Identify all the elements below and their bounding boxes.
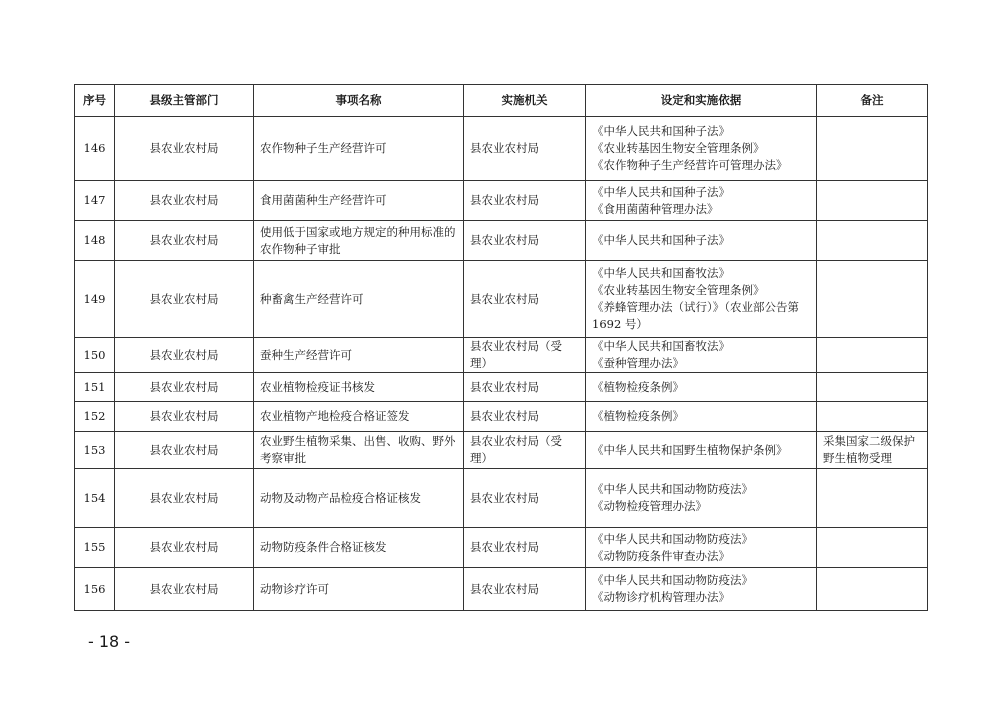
header-no: 序号 <box>75 85 115 117</box>
row-note <box>817 338 928 373</box>
table-row <box>75 181 928 221</box>
row-number: 153 <box>75 432 115 469</box>
row-implementing-org: 县农业农村局 <box>464 181 586 221</box>
row-implementing-org: 县农业农村局 <box>464 117 586 181</box>
row-number: 151 <box>75 373 115 402</box>
row-number: 149 <box>75 261 115 338</box>
row-department: 县农业农村局 <box>115 221 254 261</box>
basis-line: 《中华人民共和国畜牧法》 <box>592 339 730 353</box>
basis-line: 《农作物种子生产经营许可管理办法》 <box>592 158 788 172</box>
row-number: 156 <box>75 568 115 611</box>
basis-line: 《蚕种管理办法》 <box>592 356 684 370</box>
row-implementing-org: 县农业农村局 <box>464 469 586 528</box>
basis-line: 《食用菌菌种管理办法》 <box>592 201 719 216</box>
row-department: 县农业农村局 <box>115 117 254 181</box>
row-basis <box>586 402 817 432</box>
row-note <box>817 402 928 432</box>
row-item-name: 动物及动物产品检疫合格证核发 <box>254 469 464 528</box>
basis-line: 《动物防疫条件审查办法》 <box>592 548 730 563</box>
table-row <box>75 221 928 261</box>
row-item-name: 动物诊疗许可 <box>254 568 464 611</box>
basis-line: 《中华人民共和国动物防疫法》 <box>592 573 753 587</box>
row-note <box>817 528 928 568</box>
row-item-name: 蚕种生产经营许可 <box>254 338 464 373</box>
basis-line: 《中华人民共和国种子法》 <box>592 124 730 138</box>
table-row <box>75 528 928 568</box>
basis-line: 《中华人民共和国野生植物保护条例》 <box>592 442 788 457</box>
table-row <box>75 373 928 402</box>
basis-line: 1692 号） <box>592 317 648 331</box>
basis-line: 《中华人民共和国动物防疫法》 <box>592 482 753 496</box>
row-department: 县农业农村局 <box>115 528 254 568</box>
row-department: 县农业农村局 <box>115 469 254 528</box>
row-note <box>817 469 928 528</box>
basis-line: 《中华人民共和国畜牧法》 <box>592 266 730 280</box>
row-implementing-org: 县农业农村局（受理） <box>464 338 586 373</box>
row-item-name: 种畜禽生产经营许可 <box>254 261 464 338</box>
table-row <box>75 432 928 469</box>
row-basis <box>586 568 817 611</box>
row-basis <box>586 373 817 402</box>
basis-line: 《植物检疫条例》 <box>592 379 684 394</box>
row-department: 县农业农村局 <box>115 568 254 611</box>
header-note: 备注 <box>817 85 928 117</box>
row-basis <box>586 261 817 338</box>
header-implementing-org: 实施机关 <box>464 85 586 117</box>
row-number: 150 <box>75 338 115 373</box>
row-department: 县农业农村局 <box>115 402 254 432</box>
row-number: 155 <box>75 528 115 568</box>
row-note <box>817 117 928 181</box>
row-item-name: 农业植物产地检疫合格证签发 <box>254 402 464 432</box>
row-implementing-org: 县农业农村局 <box>464 261 586 338</box>
table-row <box>75 568 928 611</box>
row-implementing-org: 县农业农村局 <box>464 528 586 568</box>
row-item-name: 食用菌菌种生产经营许可 <box>254 181 464 221</box>
row-department: 县农业农村局 <box>115 373 254 402</box>
row-basis <box>586 528 817 568</box>
table-row <box>75 117 928 181</box>
row-note <box>817 221 928 261</box>
row-note <box>817 181 928 221</box>
row-basis <box>586 221 817 261</box>
row-item-name: 农业植物检疫证书核发 <box>254 373 464 402</box>
row-basis <box>586 117 817 181</box>
basis-line: 《农业转基因生物安全管理条例》 <box>592 141 765 155</box>
table-row <box>75 261 928 338</box>
table-header-row <box>75 85 928 117</box>
row-number: 154 <box>75 469 115 528</box>
row-number: 152 <box>75 402 115 432</box>
row-implementing-org: 县农业农村局 <box>464 568 586 611</box>
basis-line: 《农业转基因生物安全管理条例》 <box>592 283 765 297</box>
table-body <box>75 117 928 611</box>
row-implementing-org: 县农业农村局（受理） <box>464 432 586 469</box>
table-row <box>75 338 928 373</box>
row-department: 县农业农村局 <box>115 338 254 373</box>
row-number: 148 <box>75 221 115 261</box>
basis-line: 《养蜂管理办法（试行）》（农业部公告第 <box>592 300 799 314</box>
row-implementing-org: 县农业农村局 <box>464 373 586 402</box>
row-department: 县农业农村局 <box>115 261 254 338</box>
row-item-name: 农作物种子生产经营许可 <box>254 117 464 181</box>
row-item-name: 农业野生植物采集、出售、收购、野外考察审批 <box>254 432 464 469</box>
row-department: 县农业农村局 <box>115 432 254 469</box>
row-basis <box>586 432 817 469</box>
row-note <box>817 261 928 338</box>
row-basis <box>586 181 817 221</box>
row-implementing-org: 县农业农村局 <box>464 221 586 261</box>
row-basis <box>586 338 817 373</box>
row-implementing-org: 县农业农村局 <box>464 402 586 432</box>
permit-table <box>74 84 928 611</box>
table-row <box>75 469 928 528</box>
basis-line: 《植物检疫条例》 <box>592 409 684 423</box>
row-note <box>817 568 928 611</box>
table-row <box>75 402 928 432</box>
basis-line: 《动物诊疗机构管理办法》 <box>592 590 730 604</box>
basis-line: 《中华人民共和国种子法》 <box>592 233 730 247</box>
row-item-name: 使用低于国家或地方规定的种用标准的农作物种子审批 <box>254 221 464 261</box>
row-basis <box>586 469 817 528</box>
basis-line: 《中华人民共和国动物防疫法》 <box>592 531 753 546</box>
basis-line: 《中华人民共和国种子法》 <box>592 184 730 199</box>
row-note: 采集国家二级保护野生植物受理 <box>817 432 928 469</box>
basis-line: 《动物检疫管理办法》 <box>592 499 707 513</box>
header-item-name: 事项名称 <box>254 85 464 117</box>
row-number: 147 <box>75 181 115 221</box>
header-basis: 设定和实施依据 <box>586 85 817 117</box>
row-number: 146 <box>75 117 115 181</box>
page-number: - 18 - <box>88 632 131 651</box>
header-department: 县级主管部门 <box>115 85 254 117</box>
row-department: 县农业农村局 <box>115 181 254 221</box>
row-note <box>817 373 928 402</box>
row-item-name: 动物防疫条件合格证核发 <box>254 528 464 568</box>
